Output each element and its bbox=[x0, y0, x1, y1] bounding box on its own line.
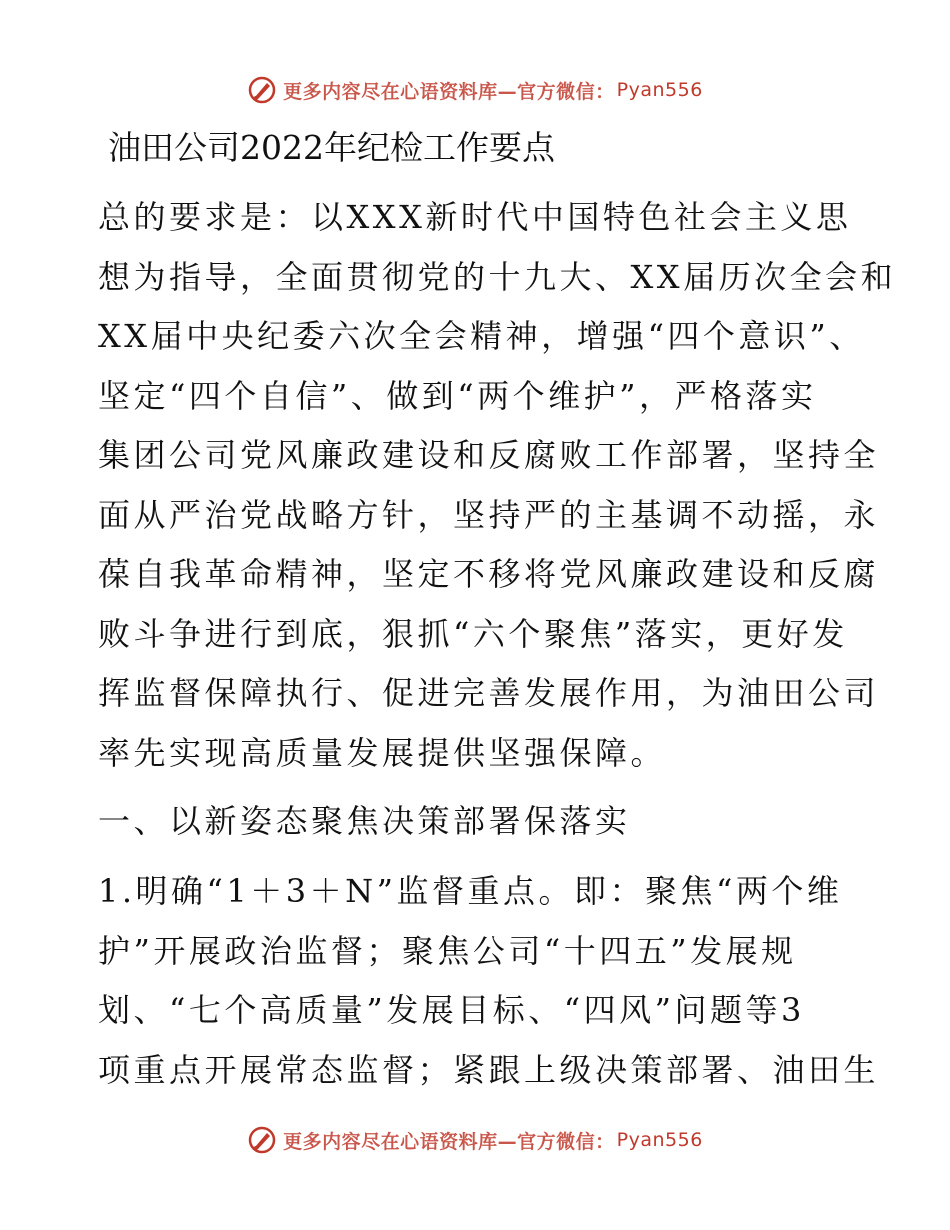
watermark-id: Pyan556 bbox=[616, 1129, 703, 1151]
paragraph-line: 总的要求是：以XXX新时代中国特色社会主义思 bbox=[98, 198, 852, 236]
paragraph-line: XX届中央纪委六次全会精神，增强“四个意识”、 bbox=[98, 317, 865, 355]
paragraph-line: 挥监督保障执行、促进完善发展作用，为油田公司 bbox=[98, 674, 880, 712]
watermark-text: 更多内容尽在心语资料库—官方微信： bbox=[283, 1130, 615, 1153]
pen-logo-icon bbox=[247, 75, 277, 105]
intro-paragraph bbox=[98, 188, 897, 783]
section-heading bbox=[98, 792, 858, 852]
paragraph-line: 率先实现高质量发展提供坚强保障。 bbox=[98, 733, 667, 772]
watermark-bottom bbox=[0, 1118, 950, 1162]
paragraph-line: 项重点开展常态监督；紧跟上级决策部署、油田生 bbox=[98, 1050, 880, 1089]
paragraph-line: 划、“七个高质量”发展目标、“四风”问题等3 bbox=[98, 991, 805, 1029]
pen-logo-icon bbox=[247, 1125, 277, 1155]
watermark-id: Pyan556 bbox=[616, 79, 703, 101]
paragraph-line: 1.明确“1＋3＋N”监督重点。即：聚焦“两个维 bbox=[98, 872, 843, 910]
paragraph-line: 集团公司党风廉政建设和反腐败工作部署，坚持全 bbox=[98, 436, 880, 474]
paragraph-line: 想为指导，全面贯彻党的十九大、XX届历次全会和 bbox=[98, 257, 897, 296]
paragraph-line: 葆自我革命精神，坚定不移将党风廉政建设和反腐 bbox=[98, 555, 880, 593]
item-paragraph bbox=[98, 862, 880, 1100]
section-heading-text: 一、以新姿态聚焦决策部署保落实 bbox=[98, 802, 631, 840]
paragraph-line: 面从严治党战略方针，坚持严的主基调不动摇，永 bbox=[98, 495, 880, 534]
watermark-top bbox=[0, 68, 950, 112]
paragraph-line: 护”开展政治监督；聚焦公司“十四五”发展规 bbox=[98, 931, 797, 970]
paragraph-line: 坚定“四个自信”、做到“两个维护”，严格落实 bbox=[98, 376, 817, 415]
watermark-text: 更多内容尽在心语资料库—官方微信： bbox=[283, 80, 615, 103]
document-title: 油田公司2022年纪检工作要点 bbox=[108, 128, 555, 167]
paragraph-line: 败斗争进行到底，狠抓“六个聚焦”落实，更好发 bbox=[98, 614, 848, 653]
